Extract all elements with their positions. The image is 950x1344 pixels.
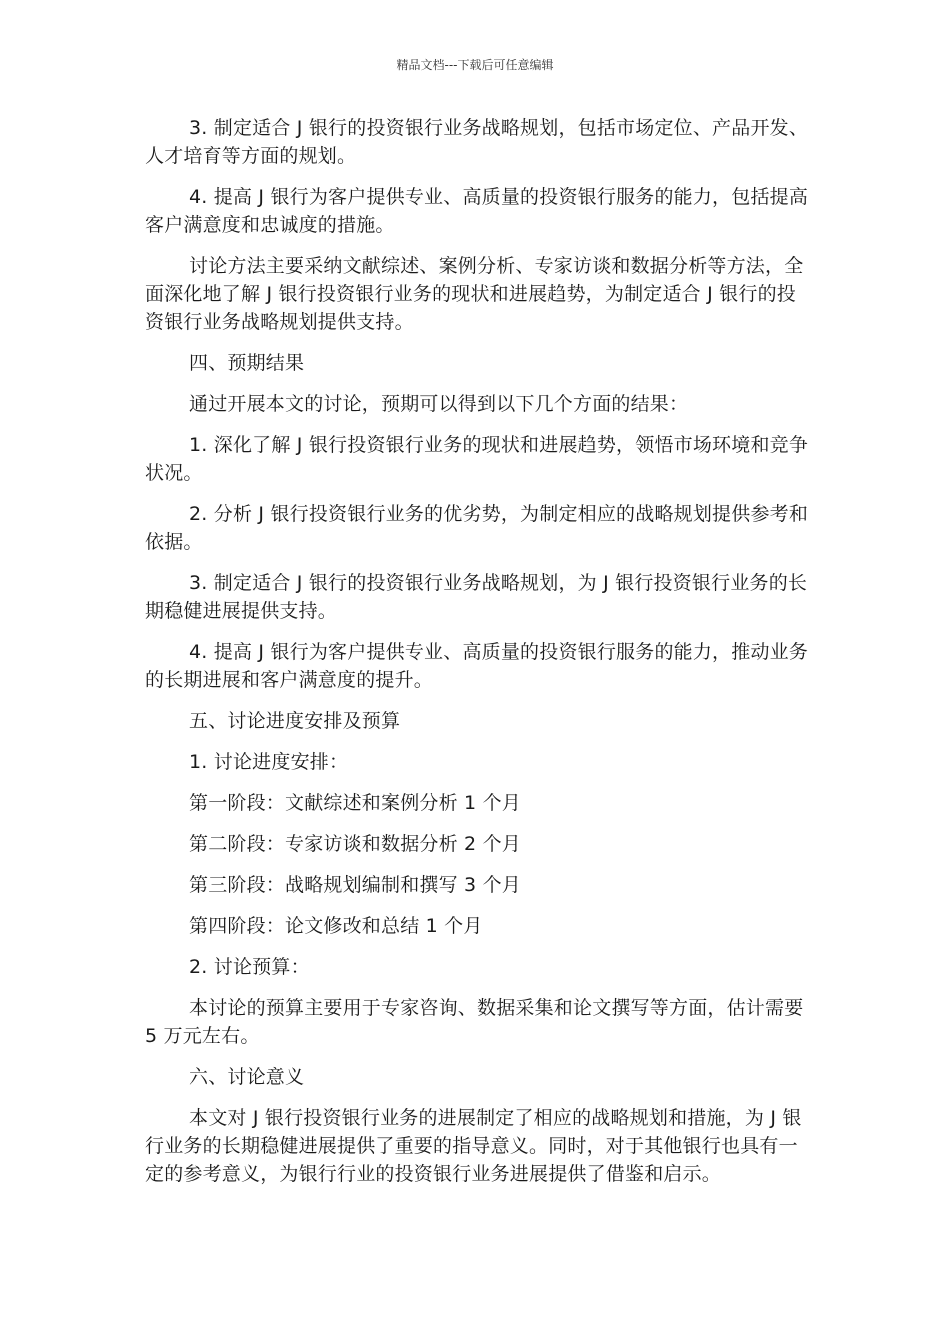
paragraph-methods: 讨论方法主要采纳文献综述、案例分析、专家访谈和数据分析等方法，全面深化地了解 J 银行投资银行业务的现状和进展趋势，为制定适合 J 银行的投资银行业务战略规划提供支持。	[145, 255, 804, 333]
paragraph-result-2: 2. 分析 J 银行投资银行业务的优劣势，为制定相应的战略规划提供参考和依据。	[145, 503, 809, 553]
paragraph-results-intro: 通过开展本文的讨论，预期可以得到以下几个方面的结果：	[189, 393, 689, 415]
subheading-budget: 2. 讨论预算：	[189, 956, 310, 978]
section-heading-significance: 六、讨论意义	[189, 1066, 305, 1088]
subheading-schedule: 1. 讨论进度安排：	[189, 751, 349, 773]
section-heading-expected-results: 四、预期结果	[189, 352, 305, 374]
paragraph-item-4-service: 4. 提高 J 银行为客户提供专业、高质量的投资银行服务的能力，包括提高客户满意度和忠诚度的措施。	[145, 186, 809, 236]
schedule-stage-3: 第三阶段：战略规划编制和撰写 3 个月	[189, 874, 521, 896]
paragraph-result-3: 3. 制定适合 J 银行的投资银行业务战略规划，为 J 银行投资银行业务的长期稳健进展提供支持。	[145, 572, 808, 622]
paragraph-significance: 本文对 J 银行投资银行业务的进展制定了相应的战略规划和措施，为 J 银行业务的长期稳健进展提供了重要的指导意义。同时，对于其他银行也具有一定的参考意义，为银行行业的投资银行业务进展提供了借鉴和启示。	[145, 1107, 802, 1185]
paragraph-result-1: 1. 深化了解 J 银行投资银行业务的现状和进展趋势，领悟市场环境和竞争状况。	[145, 434, 809, 484]
paragraph-budget: 本讨论的预算主要用于专家咨询、数据采集和论文撰写等方面，估计需要 5 万元左右。	[145, 997, 804, 1047]
schedule-stage-1: 第一阶段：文献综述和案例分析 1 个月	[189, 792, 521, 814]
page-header: 精品文档---下载后可任意编辑	[396, 58, 554, 72]
schedule-stage-4: 第四阶段：论文修改和总结 1 个月	[189, 915, 483, 937]
paragraph-item-3-strategy: 3. 制定适合 J 银行的投资银行业务战略规划，包括市场定位、产品开发、人才培育等方面的规划。	[145, 117, 809, 167]
section-heading-schedule-budget: 五、讨论进度安排及预算	[189, 710, 401, 732]
schedule-stage-2: 第二阶段：专家访谈和数据分析 2 个月	[189, 833, 521, 855]
paragraph-result-4: 4. 提高 J 银行为客户提供专业、高质量的投资银行服务的能力，推动业务的长期进展和客户满意度的提升。	[145, 641, 809, 691]
document-body	[145, 114, 809, 1201]
